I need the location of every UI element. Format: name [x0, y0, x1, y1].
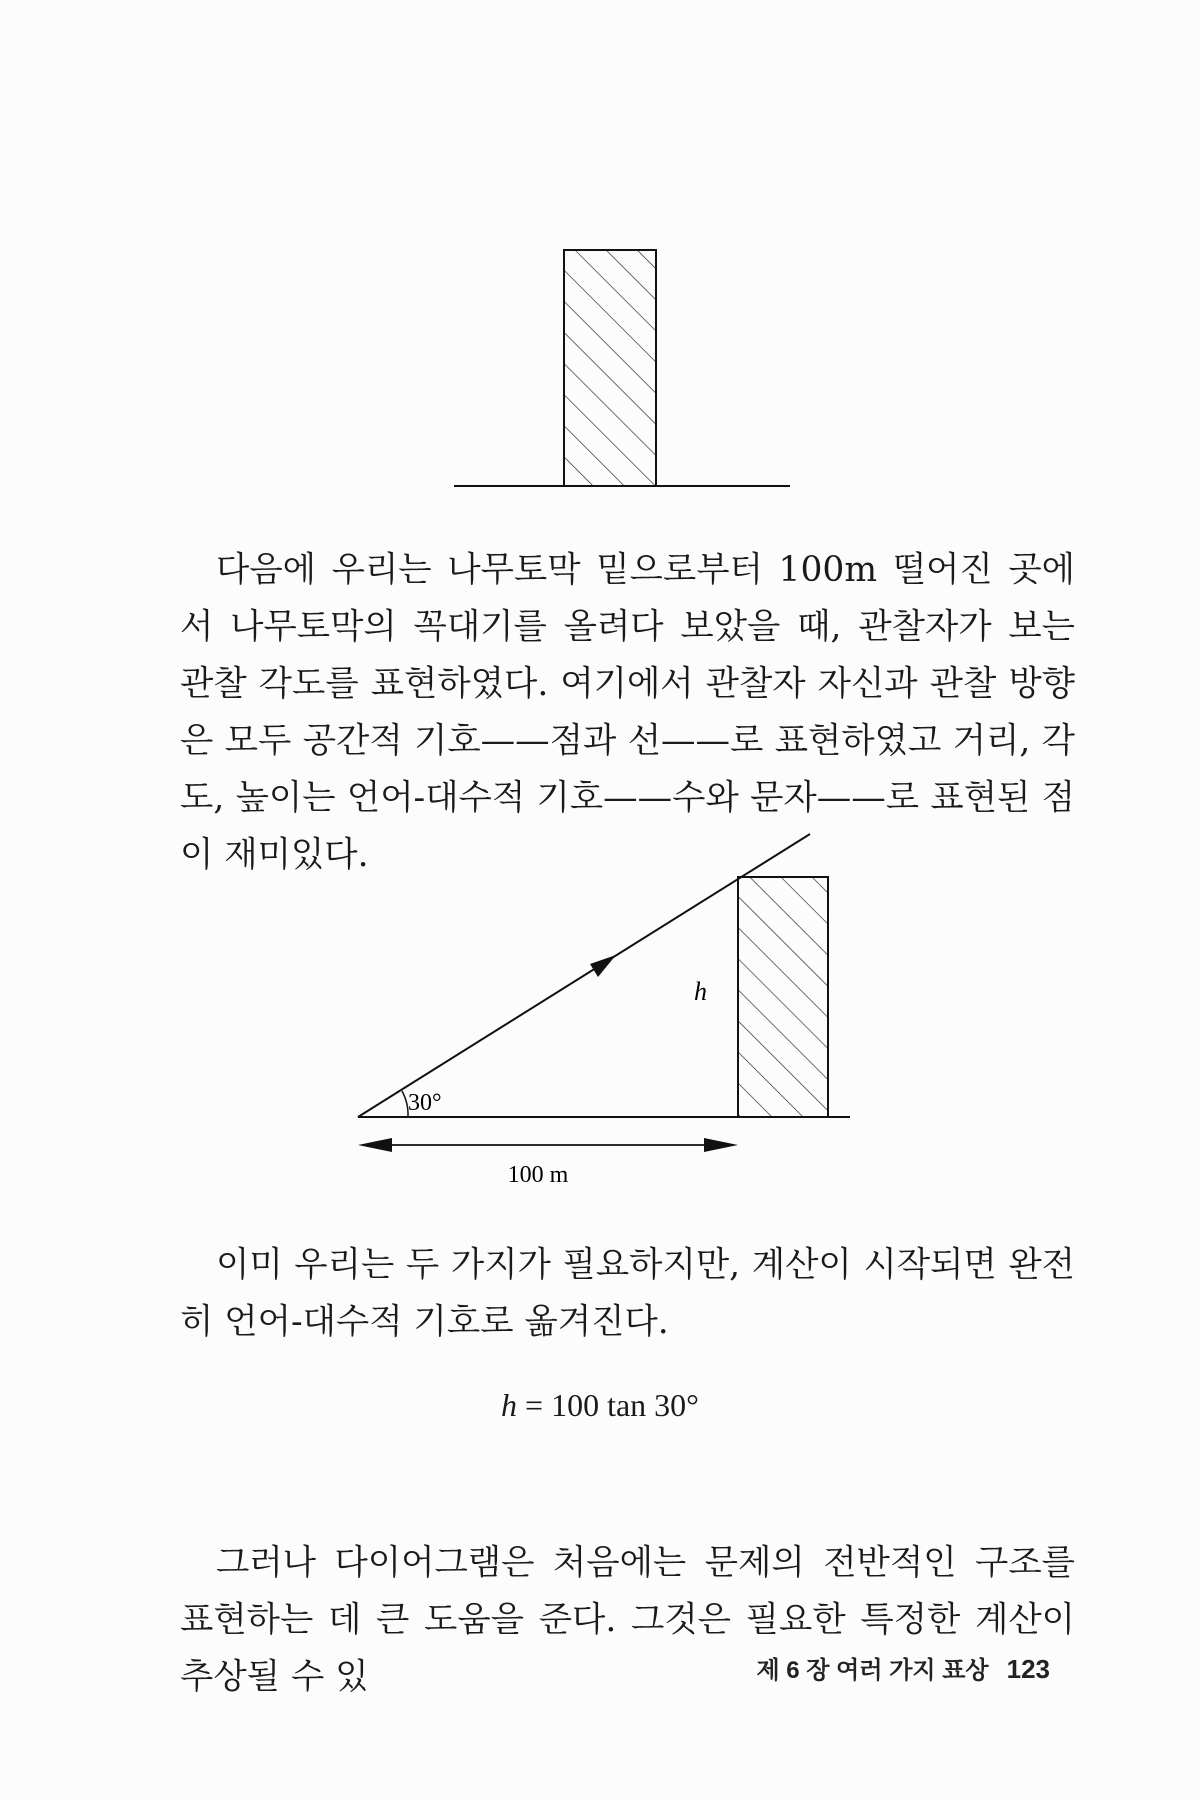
distance-arrow-right — [704, 1138, 738, 1152]
distance-arrow-left — [358, 1138, 392, 1152]
paragraph-3: 그러나 다이어그램은 처음에는 문제의 전반적인 구조를 표현하는 데 큰 도움을 준다. 그것은 필요한 특정한 계산이 추상될 수 있 — [180, 1543, 1075, 1697]
chapter-title: 제 6 장 여러 가지 표상 — [756, 1657, 989, 1684]
distance-label: 100 m — [507, 1162, 569, 1188]
height-label: h — [694, 977, 707, 1006]
hatched-block — [564, 250, 656, 486]
equation-variable: h — [501, 1387, 518, 1423]
hatched-block — [738, 877, 828, 1117]
page-number: 123 — [1006, 1654, 1050, 1684]
equation-expression: = 100 tan 30° — [517, 1387, 699, 1423]
paragraph-1: 다음에 우리는 나무토막 밑으로부터 100m 떨어진 곳에서 나무토막의 꼭대기를 올려다 보았을 때, 관찰자가 보는 관찰 각도를 표현하였다. 여기에서 관찰자 자신과 관찰 방향은 모두 공간적 기호——점과 선——로 표현하였고 거리, 각도, 높이는 언어-대수적 기호——수와 문자——로 표현된 점이 재미있다. — [180, 550, 1075, 875]
paragraph-2: 이미 우리는 두 가지가 필요하지만, 계산이 시작되면 완전히 언어-대수적 기호로 옮겨진다. — [180, 1245, 1075, 1342]
triangle-figure — [350, 820, 850, 1190]
page-footer — [756, 1650, 1050, 1685]
angle-label: 30° — [408, 1090, 442, 1116]
hatched-block-figure — [440, 240, 800, 500]
sight-arrowhead — [590, 955, 616, 977]
equation — [0, 1387, 1200, 1424]
